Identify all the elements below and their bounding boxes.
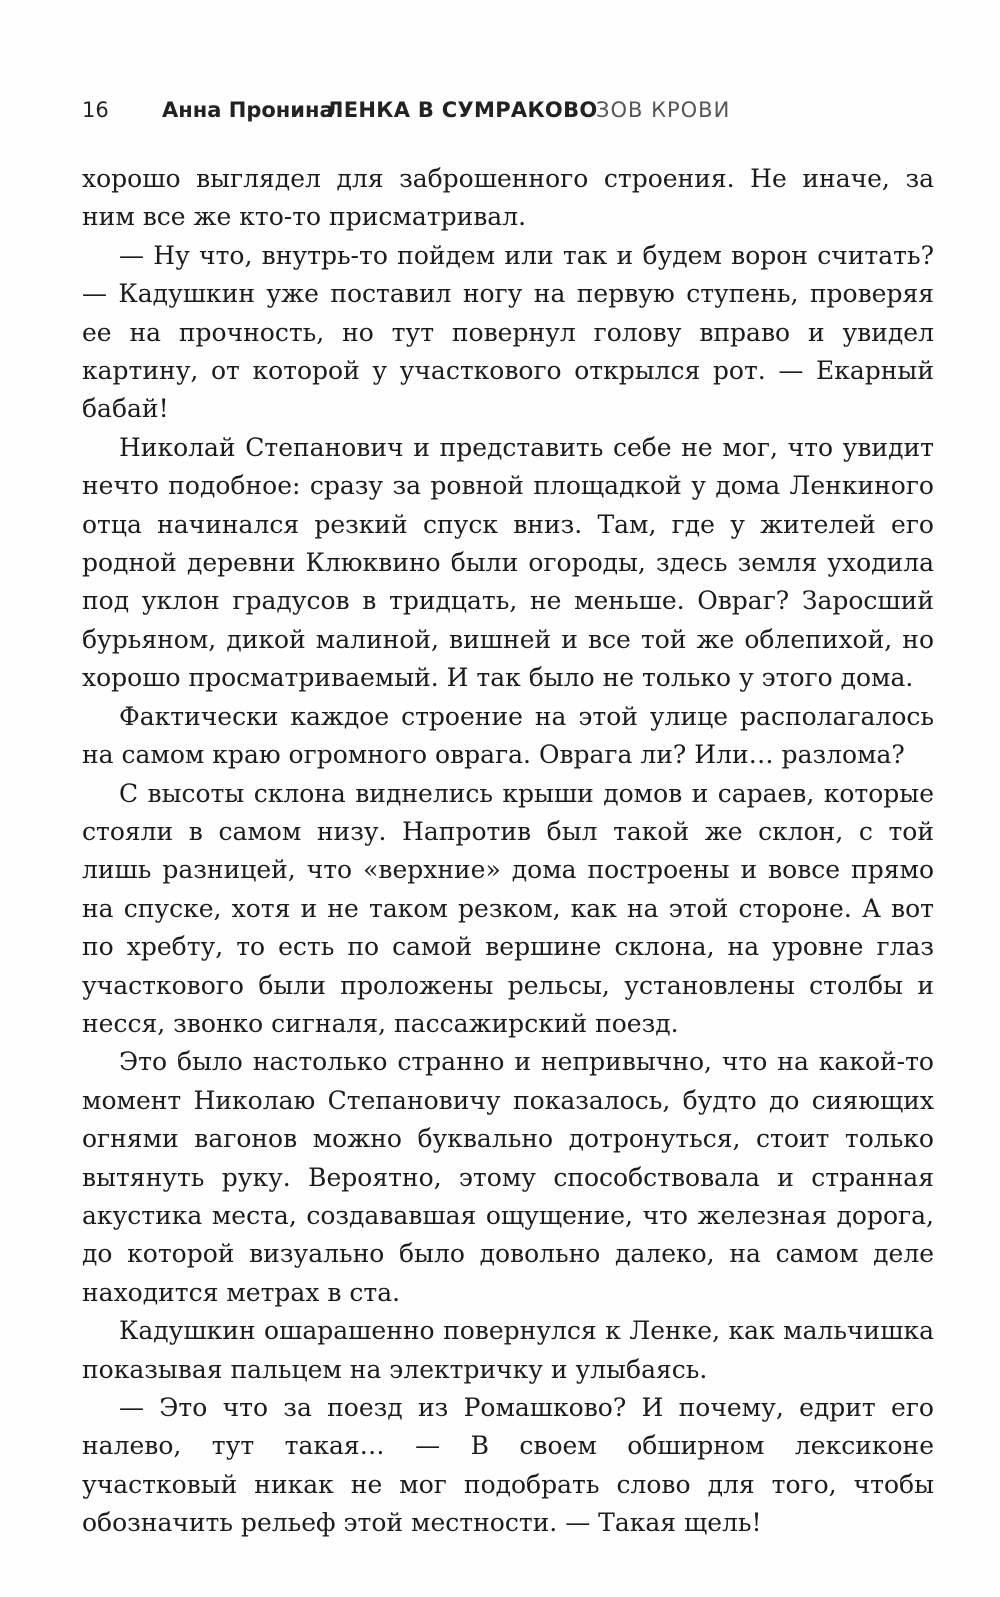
book-title: ЛЕНКА В СУМРАКОВО xyxy=(326,98,598,122)
paragraph: Это было настолько странно и непривычно, что на какой-то момент Николаю Степановичу показалось, будто до сияющих огнями вагонов можно буквально дотронуться, стоит только вытянуть руку. Вероятно, этому способствовала и странная акустика места, создававшая ощущение, что железная дорога, до которой визуально было довольно далеко, на самом деле находится метрах в ста. xyxy=(82,1047,934,1307)
paragraph: — Ну что, внутрь-то пойдем или так и будем ворон считать? — Кадушкин уже поставил ногу на первую ступень, проверяя ее на прочность, но тут повернул голову вправо и увидел картину, от которой у участкового открылся рот. — Екарный бабай! xyxy=(82,240,934,424)
series-title: ЗОВ КРОВИ xyxy=(596,98,731,122)
paragraph: хорошо выглядел для заброшенного строения. Не иначе, за ним все же кто-то присматривал. xyxy=(82,164,934,232)
body-text xyxy=(82,160,934,1543)
paragraph: С высоты склона виднелись крыши домов и сараев, которые стояли в самом низу. Напротив был такой же склон, с той лишь разницей, что «верхние» дома построены и вовсе прямо на спуске, хотя и не таком резком, как на этой стороне. А вот по хребту, то есть по самой вершине склона, на уровне глаз участкового были проложены рельсы, установлены столбы и несся, звонко сигналя, пассажирский поезд. xyxy=(82,778,934,1038)
paragraph: Фактически каждое строение на этой улице располагалось на самом краю огромного оврага. Оврага ли? Или… разлома? xyxy=(82,701,934,770)
page-number: 16 xyxy=(82,98,109,122)
paragraph: Николай Степанович и представить себе не мог, что увидит нечто подобное: сразу за ровной площадкой у дома Ленкиного отца начинался резкий спуск вниз. Там, где у жителей его родной деревни Клюквино были огороды, здесь земля уходила под уклон градусов в тридцать, не меньше. Овраг? Заросший бурьяном, дикой малиной, вишней и все той же облепихой, но хорошо просматриваемый. И так было не только у этого дома. xyxy=(82,432,934,693)
paragraph: — Это что за поезд из Ромашково? И почему, едрит его налево, тут такая… — В своем обширном лексиконе участковый никак не мог подобрать слово для того, чтобы обозначить рельеф этой местности. — Такая щель! xyxy=(82,1393,934,1538)
paragraph: Кадушкин ошарашенно повернулся к Ленке, как мальчишка показывая пальцем на электричку и улыбаясь. xyxy=(82,1316,934,1384)
author-name: Анна Пронина xyxy=(162,98,334,122)
running-head xyxy=(82,93,942,129)
